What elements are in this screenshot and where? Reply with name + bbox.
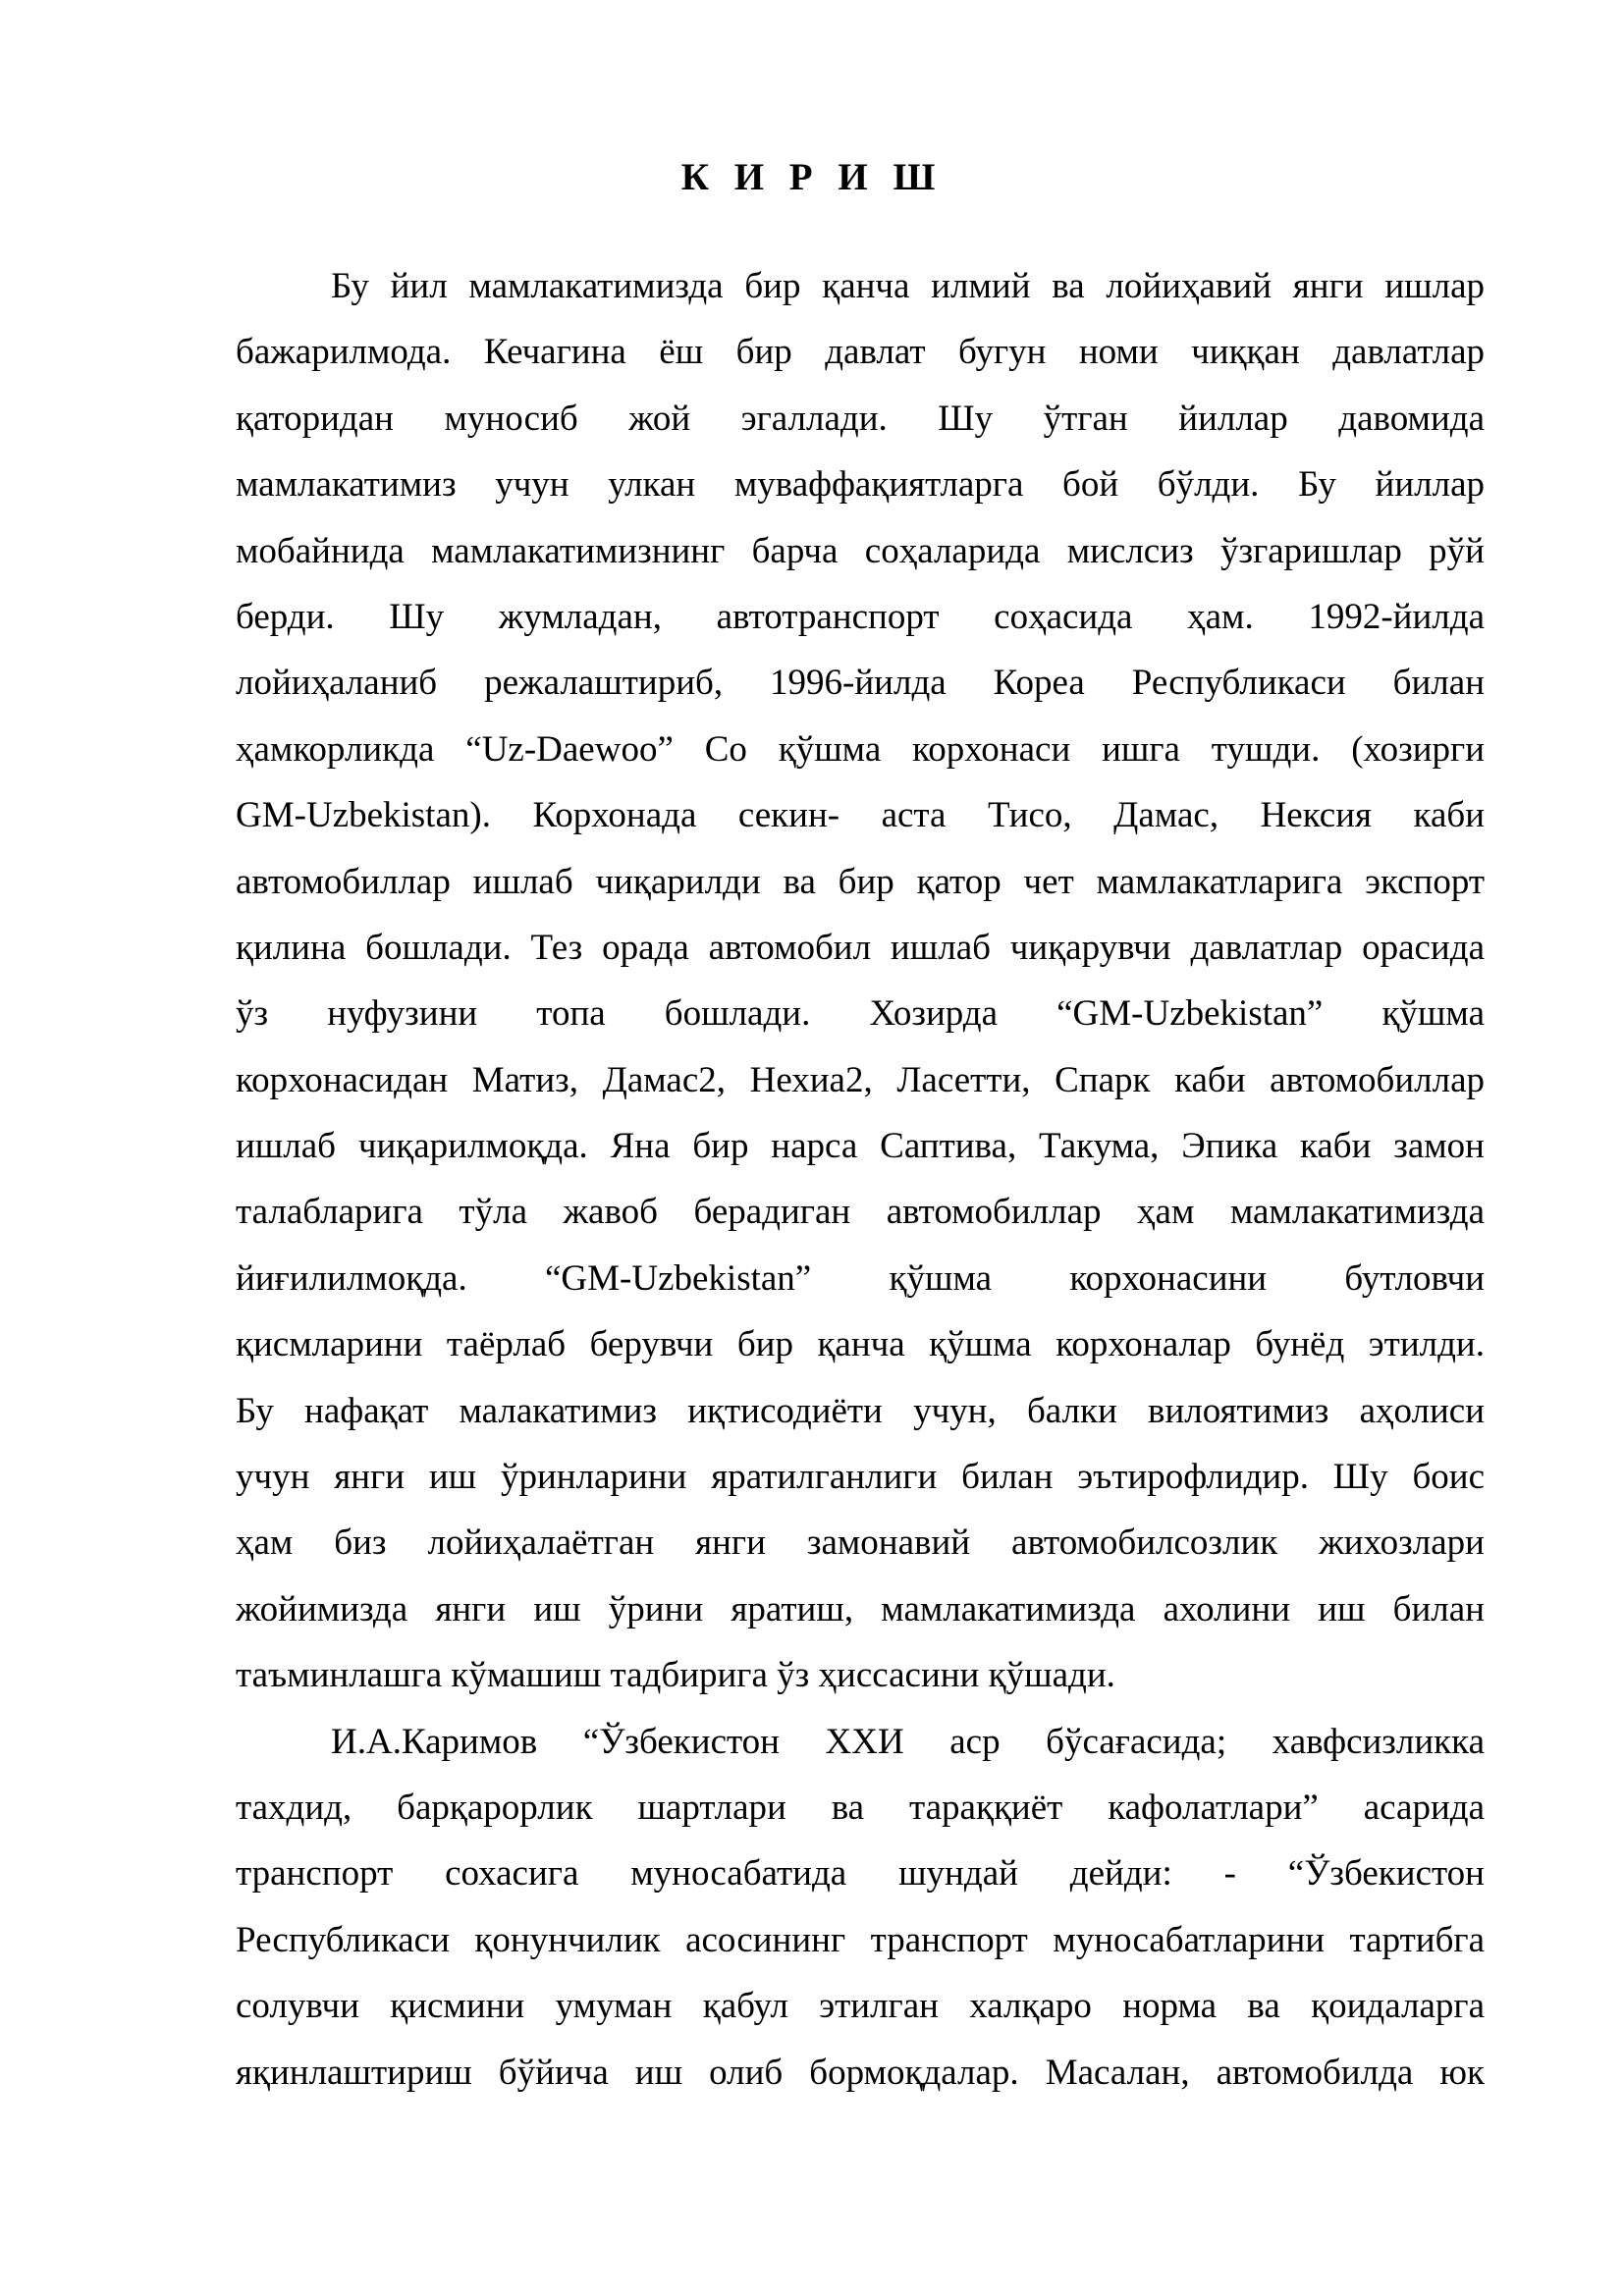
text-line: автомобиллар ишлаб чиқарилди ва бир қатор чет мамлакатларига экспорт	[236, 861, 1485, 902]
page-title: К И Р И Ш	[680, 156, 944, 198]
text-line: ишлаб чиқарилмоқда. Яна бир нарса Саптива, Такума, Эпика каби замон	[236, 1126, 1485, 1167]
text-line: ўз нуфузини топа бошлади. Хозирда “GM-Uzbekistan” қўшма	[236, 993, 1485, 1035]
text-line: яқинлаштириш бўйича иш олиб бормоқдалар. Масалан, автомобилда юк	[236, 2052, 1485, 2093]
text-line: йиғилилмоқда. “GM-Uzbekistan” қўшма корхонасини бутловчи	[236, 1257, 1485, 1299]
text-line: мобайнида мамлакатимизнинг барча соҳаларида мислсиз ўзгаришлар рўй	[236, 530, 1485, 571]
text-line: GM-Uzbekistan). Корхонада секин- аста Тисо, Дамас, Нексия каби	[236, 795, 1485, 836]
text-line: жойимизда янги иш ўрини яратиш, мамлакатимизда ахолини иш билан	[236, 1588, 1485, 1629]
text-line: Бу нафақат малакатимиз иқтисодиёти учун, балки вилоятимиз аҳолиси	[236, 1390, 1485, 1431]
text-line: лойиҳаланиб режалаштириб, 1996-йилда Кореа Республикаси билан	[236, 663, 1485, 704]
text-line: қисмларини таёрлаб берувчи бир қанча қўшма корхоналар бунёд этилди.	[236, 1324, 1485, 1365]
text-line: Бу йил мамлакатимизда бир қанча илмий ва лойиҳавий янги ишлар	[331, 266, 1485, 306]
text-line: транспорт сохасига муносабатида шундай дейди: - “Ўзбекистон	[236, 1853, 1485, 1895]
text-line: Республикаси қонунчилик асосининг транспорт муносабатларини тартибга	[236, 1919, 1485, 1960]
text-line: корхонасидан Матиз, Дамас2, Нехиа2, Ласетти, Спарк каби автомобиллар	[236, 1059, 1485, 1100]
text-line: қилина бошлади. Тез орада автомобил ишлаб чиқарувчи давлатлар орасида	[236, 927, 1485, 968]
text-line: мамлакатимиз учун улкан муваффақиятларга бой бўлди. Бу йиллар	[236, 464, 1485, 506]
text-line: қаторидан муносиб жой эгаллади. Шу ўтган йиллар давомида	[236, 398, 1485, 439]
text-line: солувчи қисмини умуман қабул этилган халқаро норма ва қоидаларга	[236, 1986, 1485, 2027]
text-line: И.А.Каримов “Ўзбекистон ХХИ аср бўсағасида; хавфсизликка	[331, 1721, 1485, 1762]
text-line: берди. Шу жумладан, автотранспорт соҳасида ҳам. 1992-йилда	[236, 596, 1485, 637]
text-line: талабларига тўла жавоб берадиган автомобиллар ҳам мамлакатимизда	[236, 1192, 1485, 1233]
text-line: учун янги иш ўринларини яратилганлиги билан эътирофлидир. Шу боис	[236, 1457, 1485, 1498]
text-line: таъминлашга кўмашиш тадбирига ўз ҳиссасини қўшади.	[236, 1655, 1115, 1696]
text-line: бажарилмода. Кечагина ёш бир давлат бугун номи чиққан давлатлар	[236, 332, 1485, 373]
text-line: ҳам биз лойиҳалаётган янги замонавий автомобилсозлик жихозлари	[236, 1522, 1485, 1564]
text-line: тахдид, барқарорлик шартлари ва тараққиёт кафолатлари” асарида	[236, 1787, 1485, 1828]
text-line: ҳамкорликда “Uz-Daewoo” Со қўшма корхонаси ишга тушди. (хозирги	[236, 728, 1485, 770]
body-text	[236, 253, 1485, 2106]
